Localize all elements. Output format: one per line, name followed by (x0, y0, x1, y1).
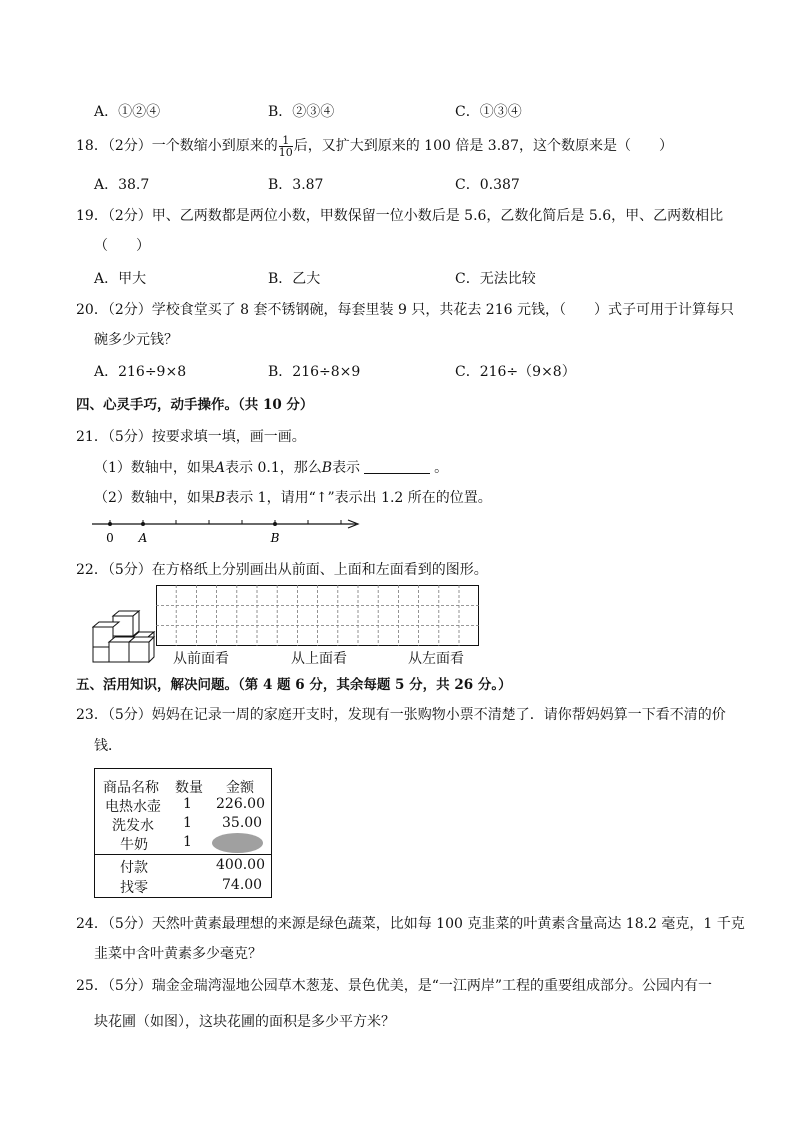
q21-sub2-suffix: 表示 1，请用“↑”表示出 1.2 所在的位置。 (225, 490, 492, 506)
receipt-item-qty: 1 (183, 815, 192, 831)
receipt-item-qty: 1 (183, 834, 192, 850)
receipt-item-name: 洗发水 (112, 818, 154, 834)
q19-line1: 19．（2分）甲、乙两数都是两位小数，甲数保留一位小数后是 5.6，乙数化简后是 5.6，甲、乙两数相比 (76, 208, 724, 224)
receipt-item-name: 电热水壶 (105, 799, 161, 815)
q17-option-b: B．②③④ (268, 104, 335, 120)
q21-sub2-prefix: （2）数轴中，如果 (94, 490, 215, 506)
q21-sub2-b: B (214, 490, 226, 506)
q21-sub1-suffix: 表示 (332, 460, 361, 476)
q23-line2: 钱． (94, 738, 122, 754)
q18-option-a: A．38.7 (94, 177, 150, 193)
label-zero: 0 (106, 531, 114, 545)
q20-line2: 碗多少元钱？ (94, 332, 178, 348)
q18-frac-den: 10 (278, 145, 293, 159)
q19-option-a: A．甲大 (94, 271, 147, 287)
point-a (141, 522, 145, 526)
q21-answer-blank[interactable] (364, 459, 430, 474)
q20-line1: 20．（2分）学校食堂买了 8 套不锈钢碗，每套里装 9 只，共花去 216 元钱，（ ）式子可用于计算每只 (76, 302, 734, 318)
q21-sub1-b: B (321, 460, 333, 476)
cube-front-face (109, 642, 129, 662)
grid-paper[interactable] (156, 585, 480, 647)
q18-frac-num: 1 (279, 135, 293, 147)
cube-front-face (129, 642, 149, 662)
view-label-front: 从前面看 (173, 651, 229, 667)
q23-line1: 23．（5分）妈妈在记录一周的家庭开支时，发现有一张购物小票不清楚了．请你帮妈妈算一下看不清的价 (76, 707, 726, 723)
q19-option-c: C．无法比较 (455, 271, 536, 287)
q18-stem (76, 131, 673, 161)
number-line (88, 512, 368, 546)
q18-suffix: 后，又扩大到原来的 100 倍是 3.87，这个数原来是（ ） (293, 138, 673, 154)
q25-line2: 块花圃（如图），这块花圃的面积是多少平方米？ (94, 1014, 395, 1030)
q18-prefix: 18．（2分）一个数缩小到原来的 (76, 138, 278, 154)
q21-sub1 (94, 457, 448, 477)
q24-line1: 24．（5分）天然叶黄素最理想的来源是绿色蔬菜，比如每 100 克韭菜的叶黄素含量高达 18.2 毫克，1 千克 (76, 916, 745, 932)
cube-front-face (113, 616, 133, 636)
receipt-item-amount: 35.00 (222, 815, 263, 831)
receipt-change-label: 找零 (120, 880, 148, 896)
receipt-item-qty: 1 (183, 796, 192, 812)
receipt-header-amount: 金额 (226, 780, 254, 796)
q21-sub1-prefix: （1）数轴中，如果 (94, 460, 215, 476)
receipt-header-qty: 数量 (175, 780, 203, 796)
receipt-paid-value: 400.00 (216, 857, 265, 873)
receipt-smudge (212, 833, 263, 853)
q19-line2: （ ） (94, 238, 150, 254)
q18-option-b: B．3.87 (268, 177, 324, 193)
q21-sub1-mid: 表示 0.1，那么 (225, 460, 322, 476)
receipt-item-name: 牛奶 (120, 837, 148, 853)
q18-option-c: C．0.387 (455, 177, 520, 193)
q21-stem: 21．（5分）按要求填一填，画一画。 (76, 429, 306, 445)
section-5-heading: 五、活用知识，解决问题。（第 4 题 6 分，其余每题 5 分，共 26 分。） (76, 677, 512, 693)
cube-front-face (93, 647, 109, 662)
label-b: B (270, 531, 280, 545)
shopping-receipt (94, 768, 272, 898)
receipt-change-value: 74.00 (222, 877, 263, 893)
receipt-divider (95, 854, 271, 855)
label-a: A (138, 531, 148, 545)
receipt-header-name: 商品名称 (103, 780, 159, 796)
cube-side-face (149, 637, 154, 662)
cube-stack-figure (92, 610, 156, 664)
q20-option-a: A．216÷9×8 (94, 364, 187, 380)
receipt-item-amount: 226.00 (216, 796, 265, 812)
q20-option-c: C．216÷（9×8） (455, 364, 576, 380)
point-zero (108, 522, 112, 526)
view-label-top: 从上面看 (291, 651, 347, 667)
q17-option-c: C．①③④ (455, 104, 522, 120)
section-4-heading: 四、心灵手巧，动手操作。（共 10 分） (76, 397, 314, 413)
receipt-paid-label: 付款 (120, 860, 148, 876)
q18-fraction (279, 135, 293, 158)
q20-option-b: B．216÷8×9 (268, 364, 361, 380)
q21-sub1-end: 。 (434, 460, 449, 476)
q21-sub1-a: A (214, 460, 226, 476)
q25-line1: 25．（5分）瑞金金瑞湾湿地公园草木葱茏、景色优美，是“一江两岸”工程的重要组成部分。公园内有一 (76, 978, 713, 994)
point-b (273, 522, 277, 526)
q24-line2: 韭菜中含叶黄素多少毫克？ (94, 946, 262, 962)
q19-option-b: B．乙大 (268, 271, 321, 287)
q22-stem: 22．（5分）在方格纸上分别画出从前面、上面和左面看到的图形。 (76, 562, 488, 578)
view-label-left: 从左面看 (408, 651, 464, 667)
q21-sub2 (94, 487, 492, 507)
q17-option-a: A．①②④ (94, 104, 161, 120)
